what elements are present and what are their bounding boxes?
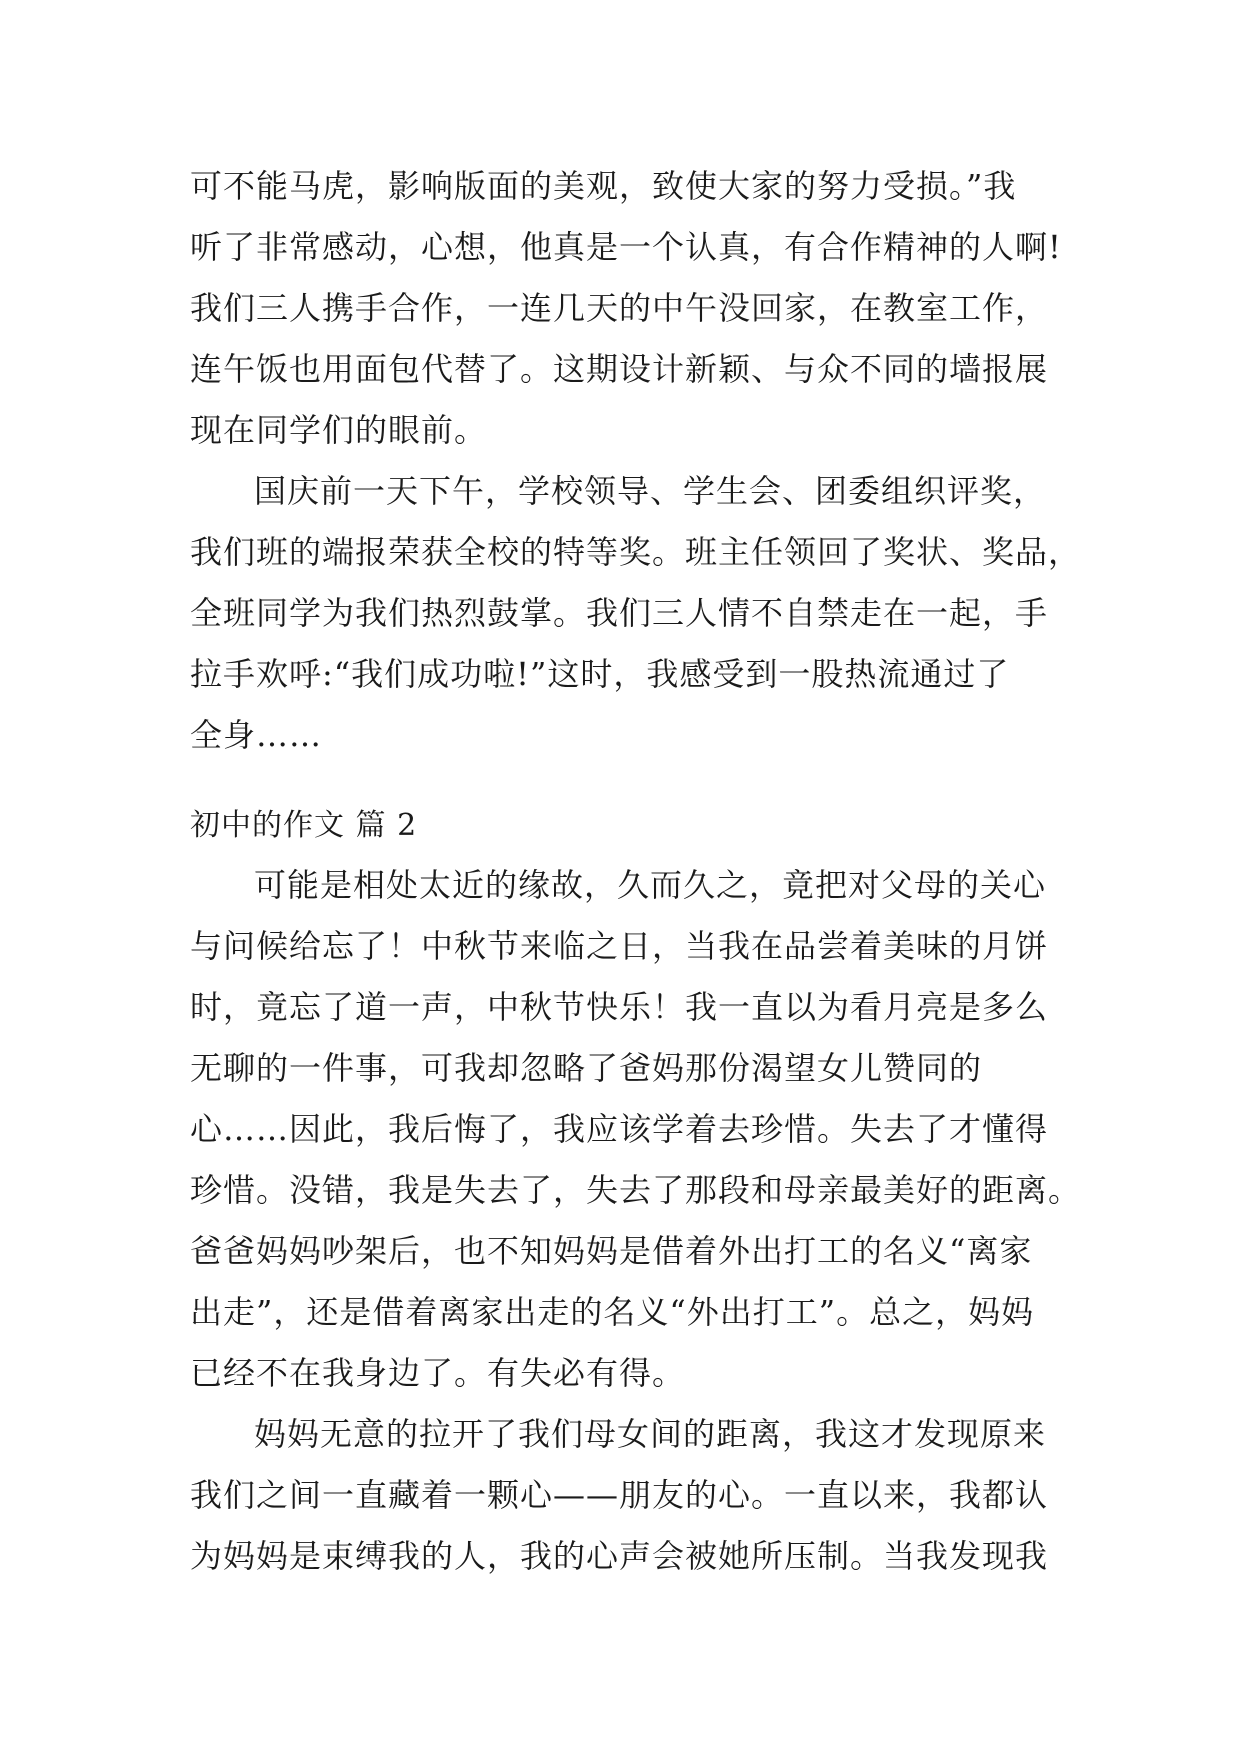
paragraph-line: 为妈妈是束缚我的人，我的心声会被她所压制。当我发现我 bbox=[190, 1537, 1049, 1575]
paragraph-line: 出走”，还是借着离家出走的名义“外出打工”。总之，妈妈 bbox=[190, 1293, 1035, 1331]
paragraph-line: 我们之间一直藏着一颗心——朋友的心。一直以来，我都认 bbox=[190, 1476, 1049, 1514]
paragraph-line: 可不能马虎，影响版面的美观，致使大家的努力受损。”我 bbox=[190, 167, 1017, 205]
paragraph-line: 可能是相处太近的缘故，久而久之，竟把对父母的关心 bbox=[254, 866, 1047, 904]
paragraph-line: 我们三人携手合作，一连几天的中午没回家，在教室工作， bbox=[190, 289, 1049, 327]
paragraph-line: 与问候给忘了！中秋节来临之日，当我在品尝着美味的月饼 bbox=[190, 927, 1049, 965]
paragraph-line: 国庆前一天下午，学校领导、学生会、团委组织评奖， bbox=[254, 472, 1047, 510]
paragraph-line: 珍惜。没错，我是失去了，失去了那段和母亲最美好的距离。 bbox=[190, 1171, 1082, 1209]
paragraph-line: 妈妈无意的拉开了我们母女间的距离，我这才发现原来 bbox=[254, 1415, 1047, 1453]
paragraph-line: 全班同学为我们热烈鼓掌。我们三人情不自禁走在一起，手 bbox=[190, 594, 1049, 632]
paragraph-line: 我们班的端报荣获全校的特等奖。班主任领回了奖状、奖品， bbox=[190, 533, 1082, 571]
paragraph-line: 现在同学们的眼前。 bbox=[190, 411, 488, 449]
paragraph-line: 全身…… bbox=[190, 716, 323, 754]
paragraph-line: 连午饭也用面包代替了。这期设计新颖、与众不同的墙报展 bbox=[190, 350, 1049, 388]
paragraph-line: 无聊的一件事，可我却忽略了爸妈那份渴望女儿赞同的 bbox=[190, 1049, 983, 1087]
paragraph-line: 已经不在我身边了。有失必有得。 bbox=[190, 1354, 686, 1392]
paragraph-line: 听了非常感动，心想，他真是一个认真，有合作精神的人啊! bbox=[190, 228, 1062, 266]
paragraph-line: 拉手欢呼:“我们成功啦!”这时，我感受到一股热流通过了 bbox=[190, 655, 1010, 693]
paragraph-line: 心……因此，我后悔了，我应该学着去珍惜。失去了才懂得 bbox=[190, 1110, 1049, 1148]
section-heading: 初中的作文 篇 2 bbox=[190, 808, 418, 843]
paragraph-line: 时，竟忘了道一声，中秋节快乐！我一直以为看月亮是多么 bbox=[190, 988, 1049, 1026]
paragraph-line: 爸爸妈妈吵架后，也不知妈妈是借着外出打工的名义“离家 bbox=[190, 1232, 1033, 1270]
